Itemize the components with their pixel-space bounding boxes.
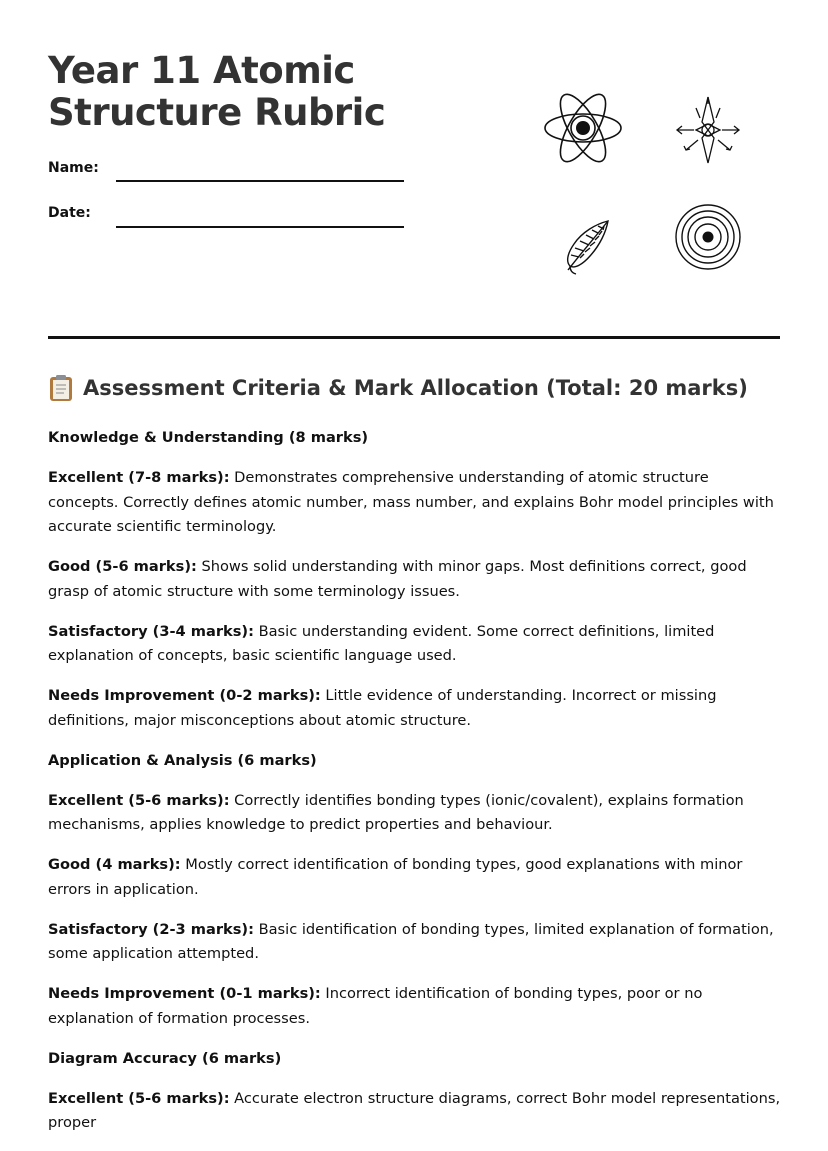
level-text: Mostly correct identification of bonding types, good explanations with minor errors in application. xyxy=(48,856,743,898)
leaf-icon xyxy=(558,218,614,276)
compass-icon xyxy=(674,94,742,166)
clipboard-icon xyxy=(48,374,74,402)
level-label: Excellent (5-6 marks): xyxy=(48,1089,230,1107)
title-line-1: Year 11 Atomic xyxy=(48,49,355,92)
level-item xyxy=(48,684,783,733)
criterion-title: Diagram Accuracy (6 marks) xyxy=(48,1049,282,1067)
level-text: Correctly identifies bonding types (ionic/covalent), explains formation mechanisms, applies knowledge to predict properties and behaviour. xyxy=(48,791,744,833)
level-text: Accurate electron structure diagrams, correct Bohr model representations, proper xyxy=(48,1089,781,1131)
header-divider xyxy=(48,336,780,339)
assessment-heading-text: Assessment Criteria & Mark Allocation (Total: 20 marks) xyxy=(83,376,748,400)
level-label: Excellent (5-6 marks): xyxy=(48,791,230,809)
level-text: Little evidence of understanding. Incorrect or missing definitions, major misconceptions about atomic structure. xyxy=(48,687,717,729)
page-title xyxy=(48,50,385,134)
date-field[interactable] xyxy=(116,226,404,228)
level-item xyxy=(48,466,783,540)
level-label: Satisfactory (3-4 marks): xyxy=(48,622,254,640)
name-field[interactable] xyxy=(116,180,404,182)
level-label: Excellent (7-8 marks): xyxy=(48,469,230,486)
level-text: Shows solid understanding with minor gaps. Most definitions correct, good grasp of atomic structure with some terminology issues. xyxy=(48,558,747,600)
level-label: Needs Improvement (0-1 marks): xyxy=(48,985,321,1002)
level-label: Good (4 marks): xyxy=(48,856,181,873)
title-line-2: Structure Rubric xyxy=(48,91,386,134)
level-item xyxy=(48,555,783,604)
atom-icon xyxy=(543,88,623,168)
rubric-content xyxy=(48,426,783,1151)
level-label: Good (5-6 marks): xyxy=(48,558,197,575)
level-text: Basic identification of bonding types, limited explanation of formation, some application attempted. xyxy=(48,920,774,962)
target-icon xyxy=(674,203,742,271)
criterion-title: Application & Analysis (6 marks) xyxy=(48,751,317,769)
level-label: Needs Improvement (0-2 marks): xyxy=(48,687,321,704)
level-text: Incorrect identification of bonding types, poor or no explanation of formation processes. xyxy=(48,985,703,1027)
date-label: Date: xyxy=(48,205,91,221)
level-text: Basic understanding evident. Some correct definitions, limited explanation of concepts, basic scientific language used. xyxy=(48,622,715,664)
level-label: Satisfactory (2-3 marks): xyxy=(48,920,254,938)
name-label: Name: xyxy=(48,160,99,176)
criterion-title: Knowledge & Understanding (8 marks) xyxy=(48,429,369,446)
level-item xyxy=(48,853,783,902)
level-text: Demonstrates comprehensive understanding of atomic structure concepts. Correctly defines atomic number, mass number, and explains Bohr model principles with accurate scientific terminology. xyxy=(48,469,774,535)
level-item xyxy=(48,789,783,838)
level-item xyxy=(48,1087,783,1136)
level-item xyxy=(48,982,783,1031)
level-item xyxy=(48,620,783,669)
level-item xyxy=(48,918,783,967)
assessment-heading xyxy=(48,374,748,402)
